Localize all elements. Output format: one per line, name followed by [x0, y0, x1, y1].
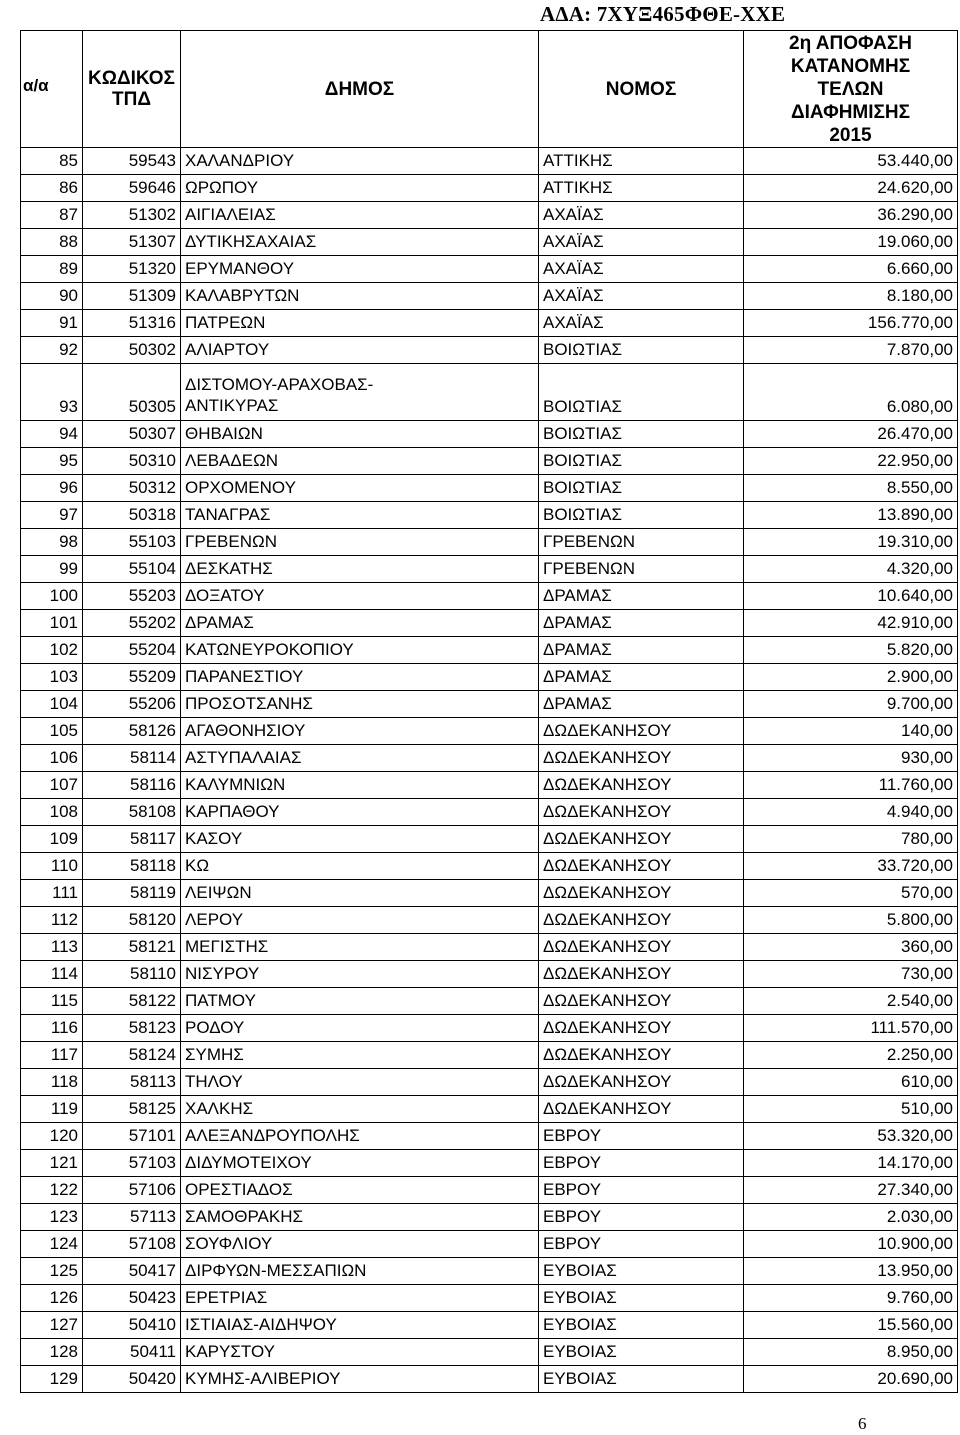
row-amount: 27.340,00	[744, 1177, 958, 1204]
row-code: 55203	[83, 583, 181, 610]
row-amount: 14.170,00	[744, 1150, 958, 1177]
table-row	[21, 364, 958, 421]
row-dimos: ΕΡΕΤΡΙΑΣ	[181, 1285, 539, 1312]
table-row	[21, 1177, 958, 1204]
table-row	[21, 583, 958, 610]
row-nomos: ΔΩΔΕΚΑΝΗΣΟΥ	[539, 799, 744, 826]
table-row	[21, 772, 958, 799]
table-row	[21, 1339, 958, 1366]
row-aa: 102	[21, 637, 83, 664]
row-dimos: ΔΡΑΜΑΣ	[181, 610, 539, 637]
row-amount: 8.550,00	[744, 475, 958, 502]
row-aa: 123	[21, 1204, 83, 1231]
row-code: 57103	[83, 1150, 181, 1177]
row-aa: 129	[21, 1366, 83, 1393]
row-aa: 86	[21, 175, 83, 202]
row-dimos: ΓΡΕΒΕΝΩΝ	[181, 529, 539, 556]
table-row	[21, 880, 958, 907]
row-nomos: ΕΒΡΟΥ	[539, 1231, 744, 1258]
row-dimos: ΚΑΡΠΑΘΟΥ	[181, 799, 539, 826]
row-nomos: ΔΩΔΕΚΑΝΗΣΟΥ	[539, 853, 744, 880]
row-amount: 2.250,00	[744, 1042, 958, 1069]
table-row	[21, 1042, 958, 1069]
table-row	[21, 229, 958, 256]
row-amount: 19.060,00	[744, 229, 958, 256]
row-dimos: ΔΟΞΑΤΟΥ	[181, 583, 539, 610]
table-row	[21, 934, 958, 961]
table-row	[21, 1285, 958, 1312]
row-dimos: ΜΕΓΙΣΤΗΣ	[181, 934, 539, 961]
row-amount: 780,00	[744, 826, 958, 853]
table-row	[21, 1150, 958, 1177]
row-aa: 110	[21, 853, 83, 880]
row-dimos: ΛΕΒΑΔΕΩΝ	[181, 448, 539, 475]
row-amount: 7.870,00	[744, 337, 958, 364]
row-code: 55104	[83, 556, 181, 583]
row-aa: 125	[21, 1258, 83, 1285]
table-row	[21, 988, 958, 1015]
row-nomos: ΑΧΑΪΑΣ	[539, 256, 744, 283]
row-dimos: ΔΙΡΦΥΩΝ-ΜΕΣΣΑΠΙΩΝ	[181, 1258, 539, 1285]
row-dimos: ΚΑΣΟΥ	[181, 826, 539, 853]
row-aa: 100	[21, 583, 83, 610]
row-dimos: ΠΡΟΣΟΤΣΑΝΗΣ	[181, 691, 539, 718]
row-aa: 95	[21, 448, 83, 475]
row-aa: 124	[21, 1231, 83, 1258]
row-nomos: ΔΡΑΜΑΣ	[539, 637, 744, 664]
row-dimos: ΚΩ	[181, 853, 539, 880]
table-row	[21, 202, 958, 229]
row-amount: 2.030,00	[744, 1204, 958, 1231]
table-row	[21, 1312, 958, 1339]
row-nomos: ΔΡΑΜΑΣ	[539, 691, 744, 718]
row-nomos: ΒΟΙΩΤΙΑΣ	[539, 448, 744, 475]
row-nomos: ΕΥΒΟΙΑΣ	[539, 1339, 744, 1366]
table-body	[21, 148, 958, 1393]
page-number: 6	[858, 1414, 867, 1433]
row-aa: 118	[21, 1069, 83, 1096]
row-code: 58119	[83, 880, 181, 907]
table-row	[21, 637, 958, 664]
row-code: 58120	[83, 907, 181, 934]
row-code: 58113	[83, 1069, 181, 1096]
row-aa: 126	[21, 1285, 83, 1312]
table-row	[21, 337, 958, 364]
row-dimos: ΔΙΔΥΜΟΤΕΙΧΟΥ	[181, 1150, 539, 1177]
row-aa: 114	[21, 961, 83, 988]
row-code: 51307	[83, 229, 181, 256]
row-amount: 13.890,00	[744, 502, 958, 529]
row-amount: 6.080,00	[744, 364, 958, 421]
row-amount: 2.540,00	[744, 988, 958, 1015]
row-amount: 53.320,00	[744, 1123, 958, 1150]
row-dimos: ΣΑΜΟΘΡΑΚΗΣ	[181, 1204, 539, 1231]
row-nomos: ΑΧΑΪΑΣ	[539, 310, 744, 337]
row-aa: 115	[21, 988, 83, 1015]
row-aa: 92	[21, 337, 83, 364]
row-nomos: ΕΥΒΟΙΑΣ	[539, 1285, 744, 1312]
row-code: 50302	[83, 337, 181, 364]
row-aa: 111	[21, 880, 83, 907]
row-dimos: ΛΕΙΨΩΝ	[181, 880, 539, 907]
table-row	[21, 502, 958, 529]
row-amount: 10.900,00	[744, 1231, 958, 1258]
row-nomos: ΑΧΑΪΑΣ	[539, 283, 744, 310]
row-dimos: ΑΣΤΥΠΑΛΑΙΑΣ	[181, 745, 539, 772]
table-row	[21, 1123, 958, 1150]
row-nomos: ΒΟΙΩΤΙΑΣ	[539, 421, 744, 448]
row-code: 50417	[83, 1258, 181, 1285]
table-row	[21, 475, 958, 502]
row-amount: 8.950,00	[744, 1339, 958, 1366]
row-aa: 103	[21, 664, 83, 691]
table-row	[21, 310, 958, 337]
table-row	[21, 1096, 958, 1123]
row-nomos: ΕΥΒΟΙΑΣ	[539, 1366, 744, 1393]
row-amount: 4.940,00	[744, 799, 958, 826]
table-row	[21, 907, 958, 934]
row-aa: 101	[21, 610, 83, 637]
row-aa: 85	[21, 148, 83, 175]
allocation-table	[20, 30, 958, 1393]
row-dimos: ΔΥΤΙΚΗΣΑΧΑΙΑΣ	[181, 229, 539, 256]
row-aa: 94	[21, 421, 83, 448]
row-nomos: ΔΡΑΜΑΣ	[539, 664, 744, 691]
row-code: 50410	[83, 1312, 181, 1339]
header-code: ΚΩΔΙΚΟΣ ΤΠΔ	[83, 31, 181, 148]
row-code: 59646	[83, 175, 181, 202]
row-nomos: ΑΤΤΙΚΗΣ	[539, 148, 744, 175]
row-nomos: ΕΥΒΟΙΑΣ	[539, 1258, 744, 1285]
row-amount: 930,00	[744, 745, 958, 772]
table-header-row	[21, 31, 958, 148]
table-row	[21, 1204, 958, 1231]
row-code: 50307	[83, 421, 181, 448]
header-amount: 2η ΑΠΟΦΑΣΗ ΚΑΤΑΝΟΜΗΣ ΤΕΛΩΝ ΔΙΑΦΗΜΙΣΗΣ 2015	[744, 31, 958, 148]
row-nomos: ΔΡΑΜΑΣ	[539, 583, 744, 610]
row-code: 57108	[83, 1231, 181, 1258]
row-code: 50312	[83, 475, 181, 502]
row-code: 57113	[83, 1204, 181, 1231]
row-amount: 10.640,00	[744, 583, 958, 610]
row-nomos: ΔΩΔΕΚΑΝΗΣΟΥ	[539, 1015, 744, 1042]
row-amount: 24.620,00	[744, 175, 958, 202]
row-code: 51316	[83, 310, 181, 337]
header-aa: α/α	[21, 31, 83, 148]
row-code: 55206	[83, 691, 181, 718]
row-nomos: ΕΒΡΟΥ	[539, 1123, 744, 1150]
row-dimos: ΑΓΑΘΟΝΗΣΙΟΥ	[181, 718, 539, 745]
row-code: 50305	[83, 364, 181, 421]
row-amount: 9.700,00	[744, 691, 958, 718]
row-amount: 26.470,00	[744, 421, 958, 448]
row-aa: 104	[21, 691, 83, 718]
row-code: 58110	[83, 961, 181, 988]
row-nomos: ΔΩΔΕΚΑΝΗΣΟΥ	[539, 934, 744, 961]
table-row	[21, 1231, 958, 1258]
row-aa: 107	[21, 772, 83, 799]
row-amount: 111.570,00	[744, 1015, 958, 1042]
row-dimos: ΟΡΧΟΜΕΝΟΥ	[181, 475, 539, 502]
row-dimos: ΤΗΛΟΥ	[181, 1069, 539, 1096]
row-dimos: ΩΡΩΠΟΥ	[181, 175, 539, 202]
row-dimos: ΣΥΜΗΣ	[181, 1042, 539, 1069]
row-nomos: ΕΒΡΟΥ	[539, 1204, 744, 1231]
row-code: 51309	[83, 283, 181, 310]
row-aa: 120	[21, 1123, 83, 1150]
row-amount: 20.690,00	[744, 1366, 958, 1393]
row-dimos: ΚΥΜΗΣ-ΑΛΙΒΕΡΙΟΥ	[181, 1366, 539, 1393]
row-code: 59543	[83, 148, 181, 175]
row-dimos: ΠΑΤΜΟΥ	[181, 988, 539, 1015]
row-nomos: ΕΒΡΟΥ	[539, 1150, 744, 1177]
row-code: 55204	[83, 637, 181, 664]
row-nomos: ΔΩΔΕΚΑΝΗΣΟΥ	[539, 772, 744, 799]
row-amount: 6.660,00	[744, 256, 958, 283]
row-amount: 33.720,00	[744, 853, 958, 880]
row-code: 58116	[83, 772, 181, 799]
row-code: 58114	[83, 745, 181, 772]
row-code: 57106	[83, 1177, 181, 1204]
row-nomos: ΔΩΔΕΚΑΝΗΣΟΥ	[539, 907, 744, 934]
ada-code: ΑΔΑ: 7ΧΥΞ465ΦΘΕ-ΧΧΕ	[540, 2, 786, 26]
header-nomos: ΝΟΜΟΣ	[539, 31, 744, 148]
row-code: 58122	[83, 988, 181, 1015]
row-dimos: ΧΑΛΑΝΔΡΙΟΥ	[181, 148, 539, 175]
row-code: 50310	[83, 448, 181, 475]
row-code: 50423	[83, 1285, 181, 1312]
row-nomos: ΑΤΤΙΚΗΣ	[539, 175, 744, 202]
row-nomos: ΒΟΙΩΤΙΑΣ	[539, 364, 744, 421]
row-aa: 117	[21, 1042, 83, 1069]
row-aa: 96	[21, 475, 83, 502]
row-aa: 122	[21, 1177, 83, 1204]
row-amount: 53.440,00	[744, 148, 958, 175]
row-code: 50318	[83, 502, 181, 529]
row-amount: 610,00	[744, 1069, 958, 1096]
row-code: 57101	[83, 1123, 181, 1150]
row-amount: 360,00	[744, 934, 958, 961]
row-nomos: ΕΥΒΟΙΑΣ	[539, 1312, 744, 1339]
row-nomos: ΔΩΔΕΚΑΝΗΣΟΥ	[539, 1042, 744, 1069]
row-dimos: ΚΑΤΩΝΕΥΡΟΚΟΠΙΟΥ	[181, 637, 539, 664]
row-dimos: ΔΙΣΤΟΜΟΥ-ΑΡΑΧΟΒΑΣ- ΑΝΤΙΚΥΡΑΣ	[181, 364, 539, 421]
row-aa: 97	[21, 502, 83, 529]
row-code: 51320	[83, 256, 181, 283]
row-nomos: ΔΩΔΕΚΑΝΗΣΟΥ	[539, 1096, 744, 1123]
row-aa: 113	[21, 934, 83, 961]
row-nomos: ΑΧΑΪΑΣ	[539, 229, 744, 256]
row-aa: 105	[21, 718, 83, 745]
row-aa: 98	[21, 529, 83, 556]
row-dimos: ΚΑΛΥΜΝΙΩΝ	[181, 772, 539, 799]
row-dimos: ΑΙΓΙΑΛΕΙΑΣ	[181, 202, 539, 229]
row-dimos: ΝΙΣΥΡΟΥ	[181, 961, 539, 988]
row-dimos: ΣΟΥΦΛΙΟΥ	[181, 1231, 539, 1258]
table-row	[21, 718, 958, 745]
row-dimos: ΔΕΣΚΑΤΗΣ	[181, 556, 539, 583]
row-dimos: ΙΣΤΙΑΙΑΣ-ΑΙΔΗΨΟΥ	[181, 1312, 539, 1339]
row-dimos: ΠΑΡΑΝΕΣΤΙΟΥ	[181, 664, 539, 691]
table-row	[21, 148, 958, 175]
row-dimos: ΚΑΡΥΣΤΟΥ	[181, 1339, 539, 1366]
row-amount: 730,00	[744, 961, 958, 988]
row-amount: 42.910,00	[744, 610, 958, 637]
row-aa: 93	[21, 364, 83, 421]
row-aa: 108	[21, 799, 83, 826]
row-aa: 127	[21, 1312, 83, 1339]
row-amount: 4.320,00	[744, 556, 958, 583]
row-nomos: ΔΩΔΕΚΑΝΗΣΟΥ	[539, 718, 744, 745]
row-amount: 36.290,00	[744, 202, 958, 229]
row-code: 50420	[83, 1366, 181, 1393]
row-aa: 89	[21, 256, 83, 283]
row-amount: 15.560,00	[744, 1312, 958, 1339]
row-code: 58123	[83, 1015, 181, 1042]
row-dimos: ΛΕΡΟΥ	[181, 907, 539, 934]
row-amount: 140,00	[744, 718, 958, 745]
table-row	[21, 610, 958, 637]
row-amount: 5.820,00	[744, 637, 958, 664]
row-nomos: ΔΡΑΜΑΣ	[539, 610, 744, 637]
row-code: 58121	[83, 934, 181, 961]
table-row	[21, 799, 958, 826]
row-dimos: ΘΗΒΑΙΩΝ	[181, 421, 539, 448]
row-nomos: ΔΩΔΕΚΑΝΗΣΟΥ	[539, 745, 744, 772]
table-row	[21, 961, 958, 988]
row-nomos: ΔΩΔΕΚΑΝΗΣΟΥ	[539, 988, 744, 1015]
row-dimos: ΑΛΙΑΡΤΟΥ	[181, 337, 539, 364]
row-nomos: ΔΩΔΕΚΑΝΗΣΟΥ	[539, 880, 744, 907]
table-row	[21, 529, 958, 556]
row-code: 55202	[83, 610, 181, 637]
row-nomos: ΔΩΔΕΚΑΝΗΣΟΥ	[539, 1069, 744, 1096]
table-row	[21, 1258, 958, 1285]
table-row	[21, 664, 958, 691]
row-amount: 13.950,00	[744, 1258, 958, 1285]
row-dimos: ΠΑΤΡΕΩΝ	[181, 310, 539, 337]
row-amount: 2.900,00	[744, 664, 958, 691]
row-code: 51302	[83, 202, 181, 229]
row-amount: 8.180,00	[744, 283, 958, 310]
row-aa: 88	[21, 229, 83, 256]
row-code: 50411	[83, 1339, 181, 1366]
row-nomos: ΒΟΙΩΤΙΑΣ	[539, 502, 744, 529]
row-nomos: ΕΒΡΟΥ	[539, 1177, 744, 1204]
row-dimos: ΕΡΥΜΑΝΘΟΥ	[181, 256, 539, 283]
row-dimos: ΡΟΔΟΥ	[181, 1015, 539, 1042]
table-row	[21, 1069, 958, 1096]
row-dimos: ΤΑΝΑΓΡΑΣ	[181, 502, 539, 529]
row-aa: 121	[21, 1150, 83, 1177]
row-nomos: ΒΟΙΩΤΙΑΣ	[539, 337, 744, 364]
header-dimos: ΔΗΜΟΣ	[181, 31, 539, 148]
table-row	[21, 691, 958, 718]
row-aa: 90	[21, 283, 83, 310]
row-code: 55103	[83, 529, 181, 556]
row-amount: 19.310,00	[744, 529, 958, 556]
row-nomos: ΔΩΔΕΚΑΝΗΣΟΥ	[539, 826, 744, 853]
row-nomos: ΑΧΑΪΑΣ	[539, 202, 744, 229]
row-code: 58125	[83, 1096, 181, 1123]
row-aa: 106	[21, 745, 83, 772]
row-dimos: ΚΑΛΑΒΡΥΤΩΝ	[181, 283, 539, 310]
row-code: 58124	[83, 1042, 181, 1069]
row-nomos: ΓΡΕΒΕΝΩΝ	[539, 529, 744, 556]
row-dimos: ΧΑΛΚΗΣ	[181, 1096, 539, 1123]
table-row	[21, 256, 958, 283]
row-amount: 156.770,00	[744, 310, 958, 337]
row-code: 58118	[83, 853, 181, 880]
row-dimos: ΟΡΕΣΤΙΑΔΟΣ	[181, 1177, 539, 1204]
row-aa: 91	[21, 310, 83, 337]
table-row	[21, 448, 958, 475]
table-row	[21, 853, 958, 880]
row-amount: 5.800,00	[744, 907, 958, 934]
row-aa: 99	[21, 556, 83, 583]
table-row	[21, 1015, 958, 1042]
row-nomos: ΔΩΔΕΚΑΝΗΣΟΥ	[539, 961, 744, 988]
row-aa: 119	[21, 1096, 83, 1123]
row-nomos: ΒΟΙΩΤΙΑΣ	[539, 475, 744, 502]
row-code: 55209	[83, 664, 181, 691]
row-amount: 11.760,00	[744, 772, 958, 799]
row-code: 58126	[83, 718, 181, 745]
row-amount: 510,00	[744, 1096, 958, 1123]
row-amount: 9.760,00	[744, 1285, 958, 1312]
row-code: 58117	[83, 826, 181, 853]
row-aa: 116	[21, 1015, 83, 1042]
row-amount: 570,00	[744, 880, 958, 907]
table-row	[21, 826, 958, 853]
row-aa: 112	[21, 907, 83, 934]
row-amount: 22.950,00	[744, 448, 958, 475]
row-dimos: ΑΛΕΞΑΝΔΡΟΥΠΟΛΗΣ	[181, 1123, 539, 1150]
table-row	[21, 283, 958, 310]
table-row	[21, 175, 958, 202]
row-aa: 87	[21, 202, 83, 229]
table-row	[21, 745, 958, 772]
table-row	[21, 1366, 958, 1393]
row-aa: 109	[21, 826, 83, 853]
row-aa: 128	[21, 1339, 83, 1366]
row-nomos: ΓΡΕΒΕΝΩΝ	[539, 556, 744, 583]
row-code: 58108	[83, 799, 181, 826]
table-row	[21, 556, 958, 583]
table-row	[21, 421, 958, 448]
